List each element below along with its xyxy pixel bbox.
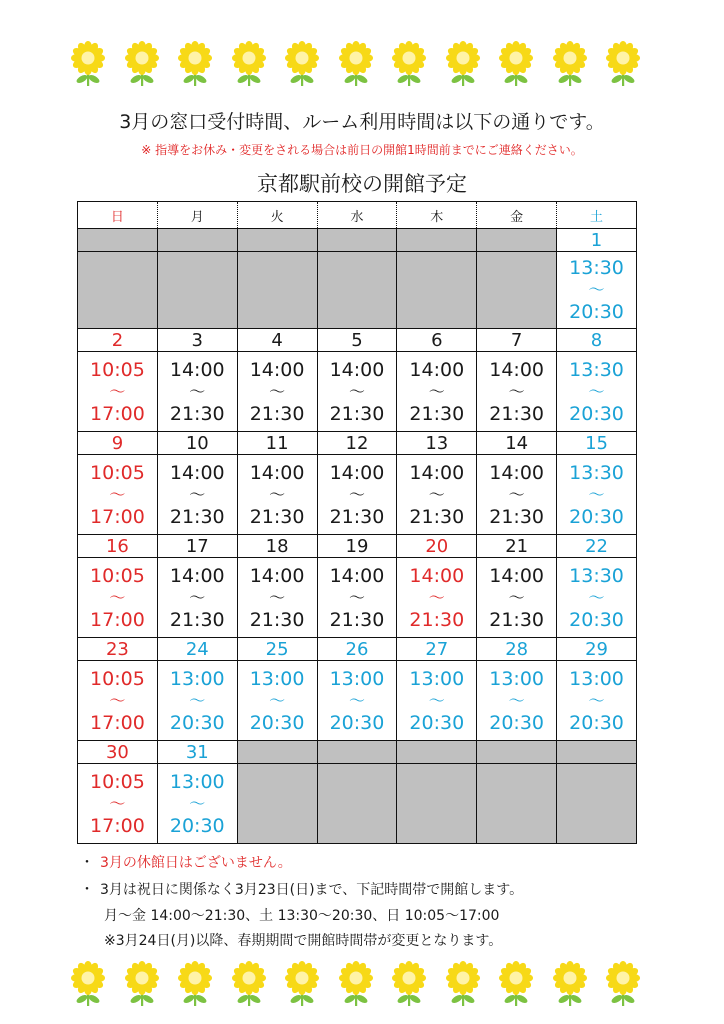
open-time: 10:05 — [90, 770, 145, 793]
hours-cell-sun — [78, 455, 158, 535]
date-cell-tue: 25 — [237, 638, 317, 661]
open-time: 14:00 — [489, 358, 545, 381]
date-cell-sat: 29 — [557, 638, 637, 661]
open-time: 13:30 — [569, 257, 624, 279]
open-time: 14:00 — [329, 564, 385, 587]
date-row — [78, 329, 637, 352]
close-time: 17:00 — [90, 505, 145, 528]
hours-row — [78, 764, 637, 844]
range-separator: 〜 — [189, 381, 206, 401]
hours-cell-sat — [557, 455, 637, 535]
range-separator: 〜 — [269, 587, 286, 607]
date-cell-sun: 23 — [78, 638, 158, 661]
weekday-mon: 月 — [157, 202, 237, 229]
empty-hours-cell — [78, 252, 158, 329]
range-separator: 〜 — [428, 484, 445, 504]
open-time: 10:05 — [90, 358, 145, 381]
date-cell-sun: 2 — [78, 329, 158, 352]
empty-hours-cell — [237, 252, 317, 329]
page-headline: 3月の窓口受付時間、ルーム利用時間は以下の通りです。 — [119, 111, 605, 133]
sunflower-icon — [603, 960, 643, 1008]
contact-notice: ※ 指導をお休み・変更をされる場合は前日の開館1時間前までにご連絡ください。 — [141, 143, 583, 157]
hours-row — [78, 252, 637, 329]
hours-cell-sun — [78, 352, 158, 432]
close-time: 20:30 — [169, 711, 225, 734]
hours-cell-mon — [157, 661, 237, 741]
close-time: 20:30 — [569, 301, 624, 323]
range-separator: 〜 — [508, 587, 525, 607]
close-time: 20:30 — [569, 402, 624, 425]
close-time: 21:30 — [329, 608, 385, 631]
date-cell-sat: 15 — [557, 432, 637, 455]
date-row — [78, 229, 637, 252]
weekday-thu: 木 — [397, 202, 477, 229]
hours-cell-mon — [157, 558, 237, 638]
date-cell-fri: 7 — [477, 329, 557, 352]
opening-calendar — [77, 201, 637, 844]
range-separator: 〜 — [109, 381, 126, 401]
date-cell-thu: 27 — [397, 638, 477, 661]
empty-hours-cell — [477, 252, 557, 329]
date-cell-mon: 24 — [157, 638, 237, 661]
weekday-tue: 火 — [237, 202, 317, 229]
hours-cell-tue — [237, 558, 317, 638]
empty-date-cell — [477, 229, 557, 252]
empty-date-cell — [237, 741, 317, 764]
close-time: 20:30 — [249, 711, 305, 734]
sunflower-icon — [603, 40, 643, 88]
date-cell-mon: 31 — [157, 741, 237, 764]
calendar-body — [78, 229, 637, 844]
hours-cell-sun — [78, 764, 158, 844]
hours-cell-fri — [477, 352, 557, 432]
empty-date-cell — [397, 741, 477, 764]
close-time: 21:30 — [489, 608, 545, 631]
close-time: 21:30 — [249, 608, 305, 631]
range-separator: 〜 — [508, 690, 525, 710]
hours-cell-thu — [397, 352, 477, 432]
date-cell-sat: 8 — [557, 329, 637, 352]
open-time: 13:30 — [569, 564, 624, 587]
close-time: 21:30 — [409, 402, 465, 425]
date-cell-sat: 22 — [557, 535, 637, 558]
empty-hours-cell — [157, 252, 237, 329]
close-time: 17:00 — [90, 608, 145, 631]
open-time: 14:00 — [169, 358, 225, 381]
range-separator: 〜 — [269, 381, 286, 401]
open-time: 14:00 — [169, 461, 225, 484]
empty-date-cell — [557, 741, 637, 764]
hours-row — [78, 661, 637, 741]
sunflower-icon — [282, 40, 322, 88]
date-cell-fri: 21 — [477, 535, 557, 558]
range-separator: 〜 — [189, 690, 206, 710]
empty-date-cell — [397, 229, 477, 252]
range-separator: 〜 — [189, 484, 206, 504]
range-separator: 〜 — [109, 587, 126, 607]
hours-cell-wed — [317, 661, 397, 741]
open-time: 14:00 — [329, 358, 385, 381]
sunflower-icon — [389, 960, 429, 1008]
close-time: 21:30 — [409, 505, 465, 528]
date-cell-thu: 20 — [397, 535, 477, 558]
empty-hours-cell — [317, 764, 397, 844]
close-time: 17:00 — [90, 711, 145, 734]
open-time: 14:00 — [249, 564, 305, 587]
empty-hours-cell — [557, 764, 637, 844]
empty-date-cell — [78, 229, 158, 252]
open-time: 13:00 — [329, 667, 385, 690]
range-separator: 〜 — [588, 381, 605, 401]
hours-cell-fri — [477, 661, 557, 741]
open-time: 13:30 — [569, 461, 624, 484]
note-closed-days — [80, 852, 292, 872]
range-separator: 〜 — [109, 793, 126, 813]
empty-hours-cell — [397, 252, 477, 329]
close-time: 20:30 — [169, 814, 225, 837]
weekday-sat: 土 — [557, 202, 637, 229]
close-time: 21:30 — [169, 402, 225, 425]
sunflower-icon — [389, 40, 429, 88]
open-time: 13:00 — [409, 667, 465, 690]
hours-cell-sat — [557, 558, 637, 638]
sunflower-icon — [175, 960, 215, 1008]
hours-cell-wed — [317, 558, 397, 638]
bullet: ・ — [80, 855, 94, 871]
sunflower-icon — [550, 960, 590, 1008]
range-separator: 〜 — [348, 381, 365, 401]
sunflower-icon — [122, 960, 162, 1008]
range-separator: 〜 — [189, 587, 206, 607]
close-time: 17:00 — [90, 814, 145, 837]
hours-cell-wed — [317, 352, 397, 432]
empty-hours-cell — [477, 764, 557, 844]
sunflower-icon — [282, 960, 322, 1008]
hours-cell-sun — [78, 558, 158, 638]
date-cell-mon: 17 — [157, 535, 237, 558]
close-time: 21:30 — [409, 608, 465, 631]
hours-row — [78, 455, 637, 535]
note-closed-days-text: 3月の休館日はございません。 — [100, 855, 292, 871]
sunflower-icon — [496, 40, 536, 88]
open-time: 13:00 — [489, 667, 545, 690]
range-separator: 〜 — [189, 793, 206, 813]
note-hours: 月〜金 14:00〜21:30、土 13:30〜20:30、日 10:05〜17:00 — [104, 908, 500, 924]
close-time: 21:30 — [329, 402, 385, 425]
open-time: 13:00 — [169, 667, 225, 690]
close-time: 20:30 — [569, 608, 624, 631]
range-separator: 〜 — [428, 587, 445, 607]
close-time: 21:30 — [169, 505, 225, 528]
close-time: 21:30 — [489, 505, 545, 528]
empty-hours-cell — [317, 252, 397, 329]
sunflower-icon — [496, 960, 536, 1008]
close-time: 20:30 — [569, 711, 624, 734]
note-schedule — [80, 879, 523, 899]
date-row — [78, 432, 637, 455]
hours-cell-mon — [157, 455, 237, 535]
range-separator: 〜 — [348, 484, 365, 504]
sunflower-icon — [336, 960, 376, 1008]
open-time: 14:00 — [489, 564, 545, 587]
empty-date-cell — [477, 741, 557, 764]
date-cell-tue: 11 — [237, 432, 317, 455]
date-cell-mon: 3 — [157, 329, 237, 352]
range-separator: 〜 — [428, 690, 445, 710]
date-cell-sun: 30 — [78, 741, 158, 764]
hours-cell-sat — [557, 352, 637, 432]
open-time: 14:00 — [409, 358, 465, 381]
weekday-sun: 日 — [78, 202, 158, 229]
range-separator: 〜 — [508, 381, 525, 401]
range-separator: 〜 — [588, 587, 605, 607]
sunflower-icon — [229, 40, 269, 88]
date-row — [78, 741, 637, 764]
open-time: 13:30 — [569, 358, 624, 381]
hours-cell-thu — [397, 455, 477, 535]
range-separator: 〜 — [109, 484, 126, 504]
open-time: 13:00 — [249, 667, 305, 690]
date-cell-tue: 4 — [237, 329, 317, 352]
hours-cell-tue — [237, 455, 317, 535]
open-time: 10:05 — [90, 461, 145, 484]
sunflower-icon — [68, 960, 108, 1008]
hours-cell-mon — [157, 764, 237, 844]
empty-hours-cell — [237, 764, 317, 844]
range-separator: 〜 — [269, 484, 286, 504]
hours-cell-tue — [237, 661, 317, 741]
date-row — [78, 535, 637, 558]
note-change: ※3月24日(月)以降、春期期間で開館時間帯が変更となります。 — [104, 933, 503, 949]
flower-border-bottom — [0, 960, 724, 1010]
date-cell-thu: 6 — [397, 329, 477, 352]
empty-date-cell — [317, 229, 397, 252]
hours-cell-fri — [477, 455, 557, 535]
schedule-title: 京都駅前校の開館予定 — [257, 172, 467, 196]
close-time: 21:30 — [249, 402, 305, 425]
hours-row — [78, 352, 637, 432]
open-time: 13:00 — [569, 667, 624, 690]
date-cell-wed: 19 — [317, 535, 397, 558]
date-cell-sun: 9 — [78, 432, 158, 455]
range-separator: 〜 — [348, 690, 365, 710]
range-separator: 〜 — [109, 690, 126, 710]
range-separator: 〜 — [588, 690, 605, 710]
range-separator: 〜 — [588, 484, 605, 504]
range-separator: 〜 — [428, 381, 445, 401]
close-time: 21:30 — [169, 608, 225, 631]
open-time: 14:00 — [489, 461, 545, 484]
open-time: 14:00 — [409, 564, 465, 587]
hours-row — [78, 558, 637, 638]
hours-cell-thu — [397, 558, 477, 638]
open-time: 14:00 — [329, 461, 385, 484]
sunflower-icon — [122, 40, 162, 88]
bullet: ・ — [80, 882, 94, 898]
weekday-fri: 金 — [477, 202, 557, 229]
close-time: 20:30 — [329, 711, 385, 734]
sunflower-icon — [443, 40, 483, 88]
date-row — [78, 638, 637, 661]
weekday-wed: 水 — [317, 202, 397, 229]
hours-cell-sat — [557, 252, 637, 329]
range-separator: 〜 — [348, 587, 365, 607]
empty-date-cell — [237, 229, 317, 252]
sunflower-icon — [175, 40, 215, 88]
date-cell-fri: 14 — [477, 432, 557, 455]
empty-date-cell — [157, 229, 237, 252]
date-cell-wed: 5 — [317, 329, 397, 352]
sunflower-icon — [68, 40, 108, 88]
hours-cell-sun — [78, 661, 158, 741]
sunflower-icon — [336, 40, 376, 88]
close-time: 17:00 — [90, 402, 145, 425]
range-separator: 〜 — [508, 484, 525, 504]
close-time: 21:30 — [249, 505, 305, 528]
hours-cell-sat — [557, 661, 637, 741]
sunflower-icon — [550, 40, 590, 88]
close-time: 21:30 — [489, 402, 545, 425]
sunflower-icon — [443, 960, 483, 1008]
date-cell-thu: 13 — [397, 432, 477, 455]
close-time: 21:30 — [329, 505, 385, 528]
date-cell-sat: 1 — [557, 229, 637, 252]
date-cell-wed: 12 — [317, 432, 397, 455]
open-time: 14:00 — [249, 461, 305, 484]
hours-cell-thu — [397, 661, 477, 741]
open-time: 14:00 — [249, 358, 305, 381]
date-cell-sun: 16 — [78, 535, 158, 558]
close-time: 20:30 — [569, 505, 624, 528]
date-cell-fri: 28 — [477, 638, 557, 661]
date-cell-wed: 26 — [317, 638, 397, 661]
open-time: 10:05 — [90, 667, 145, 690]
empty-hours-cell — [397, 764, 477, 844]
open-time: 14:00 — [409, 461, 465, 484]
sunflower-icon — [229, 960, 269, 1008]
hours-cell-tue — [237, 352, 317, 432]
close-time: 20:30 — [489, 711, 545, 734]
date-cell-mon: 10 — [157, 432, 237, 455]
range-separator: 〜 — [269, 690, 286, 710]
open-time: 13:00 — [169, 770, 225, 793]
range-separator: 〜 — [588, 280, 605, 299]
hours-cell-mon — [157, 352, 237, 432]
date-cell-tue: 18 — [237, 535, 317, 558]
weekday-header-row — [78, 202, 637, 229]
note-schedule-text: 3月は祝日に関係なく3月23日(日)まで、下記時間帯で開館します。 — [100, 882, 524, 898]
open-time: 10:05 — [90, 564, 145, 587]
empty-date-cell — [317, 741, 397, 764]
hours-cell-fri — [477, 558, 557, 638]
open-time: 14:00 — [169, 564, 225, 587]
flower-border-top — [0, 40, 724, 90]
hours-cell-wed — [317, 455, 397, 535]
close-time: 20:30 — [409, 711, 465, 734]
